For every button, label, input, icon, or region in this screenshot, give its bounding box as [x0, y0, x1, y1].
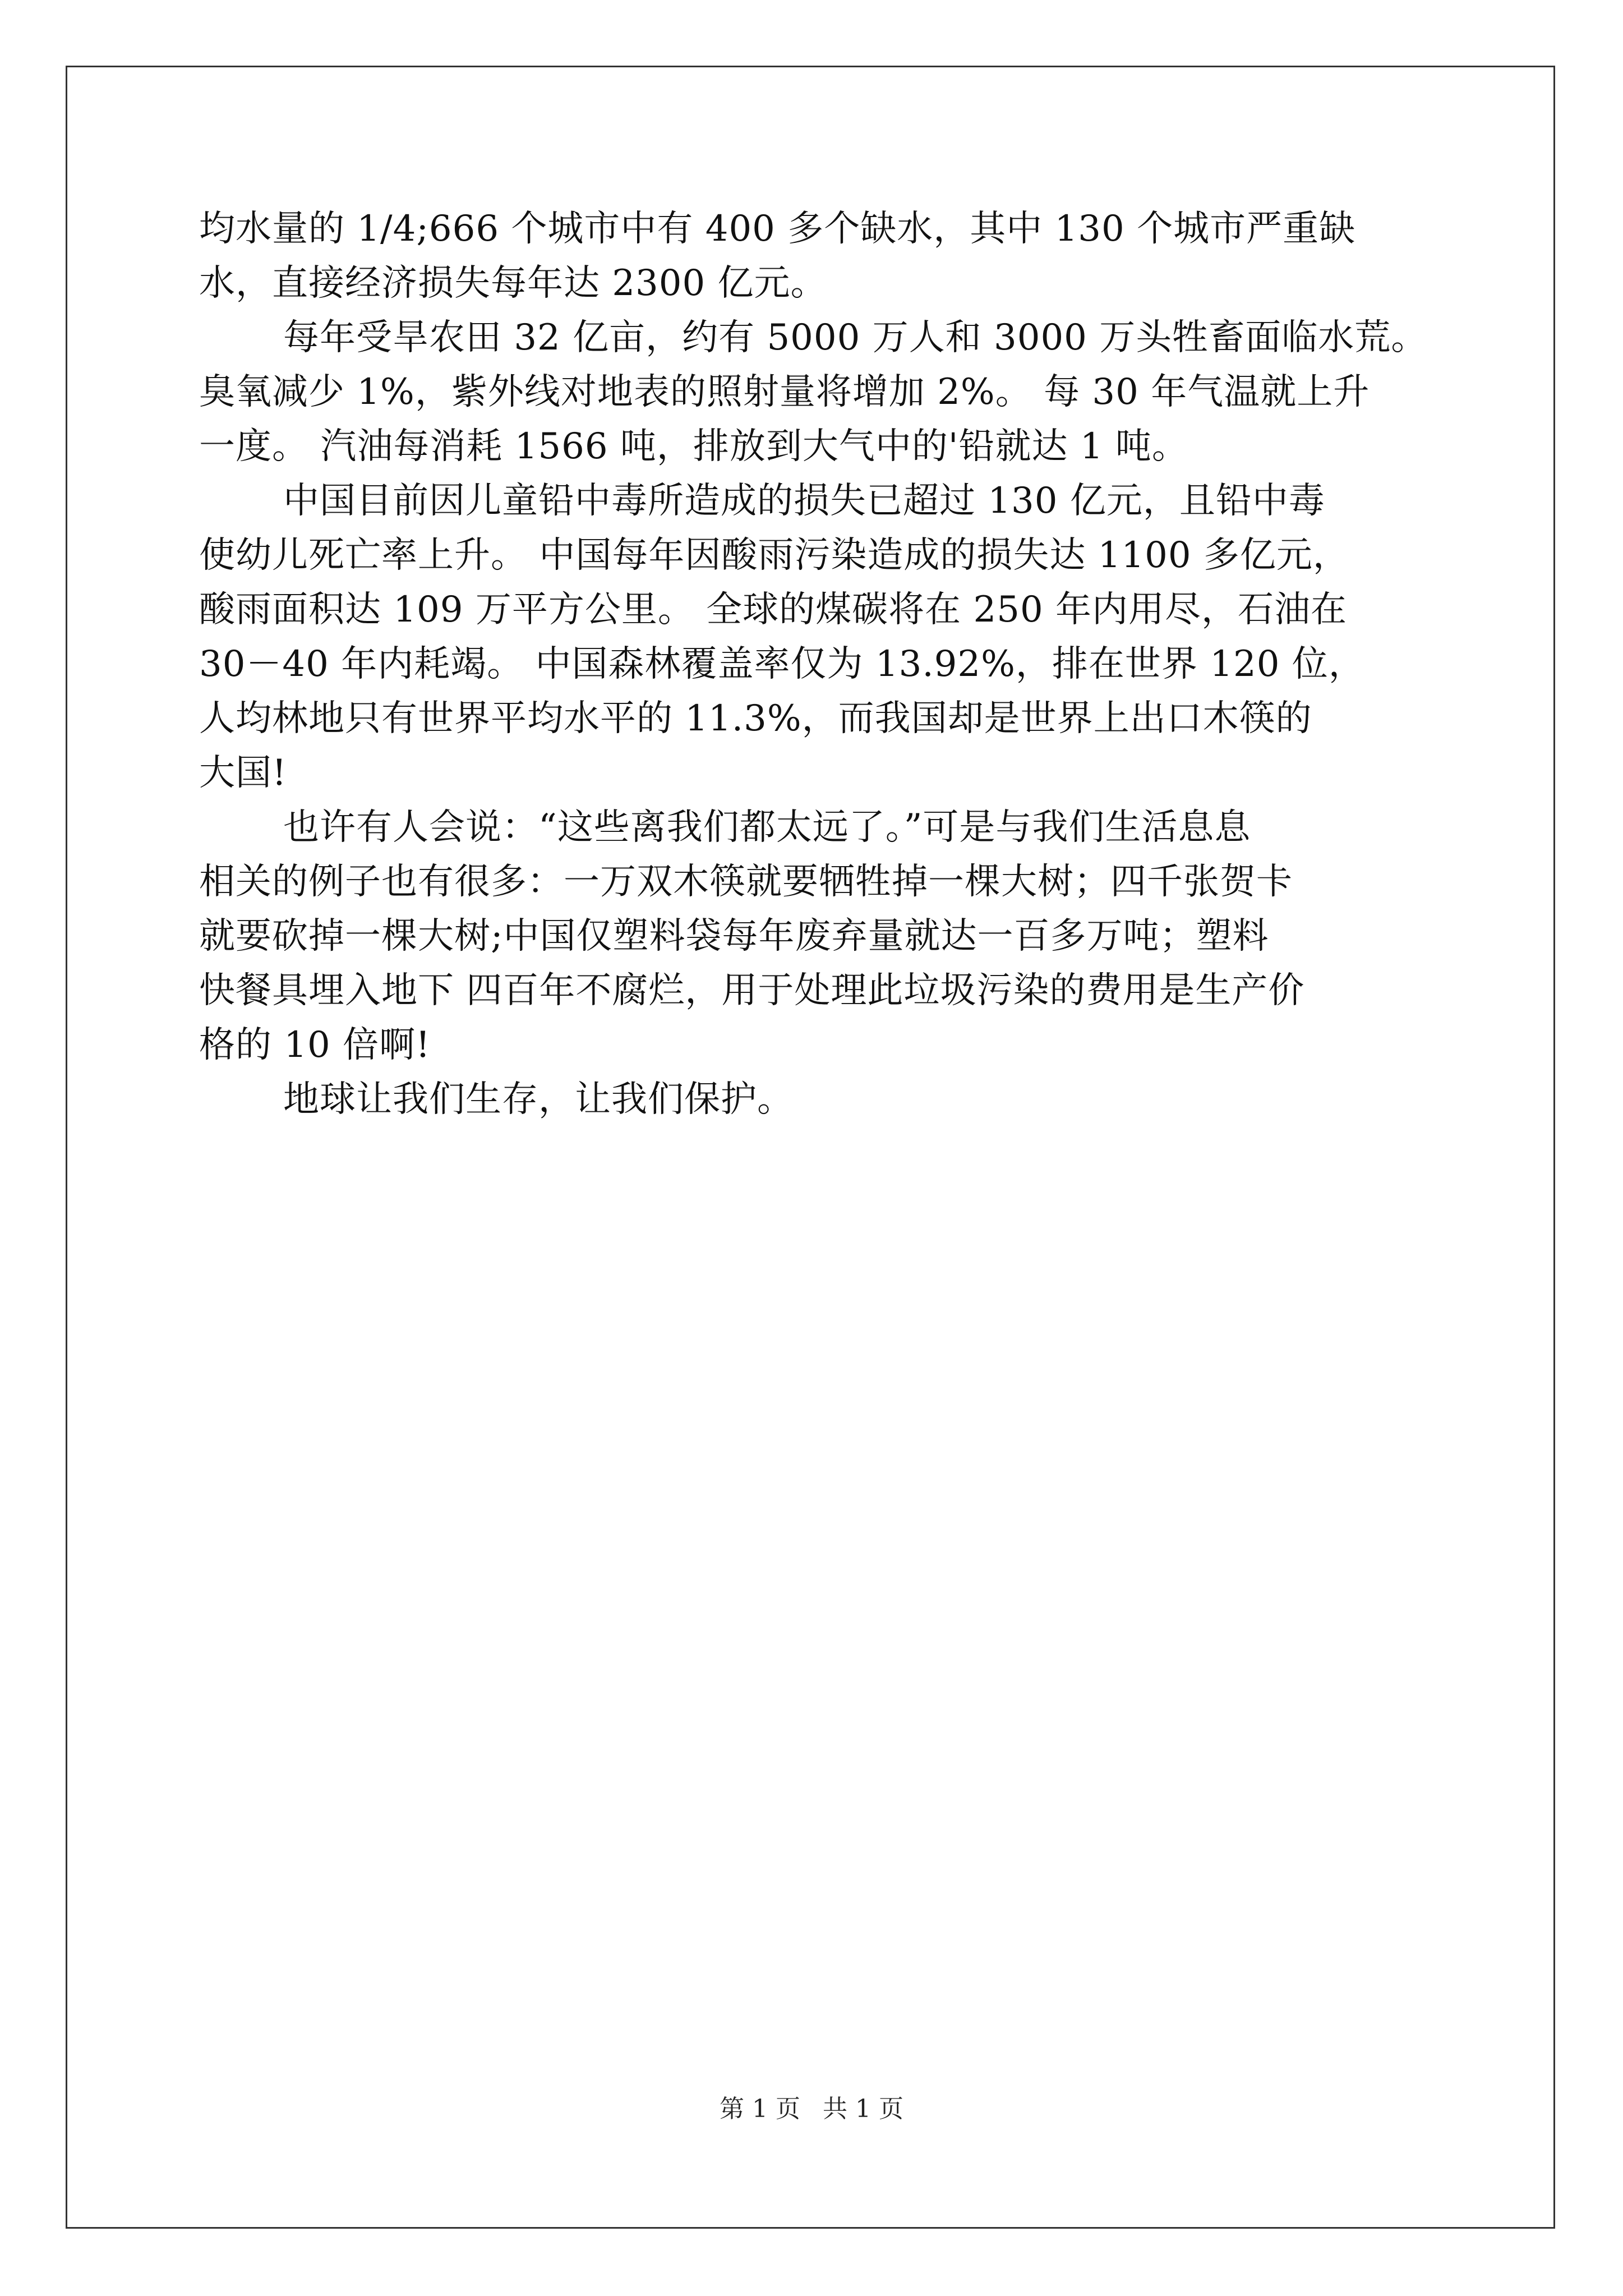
- text-line: 快餐具埋入地下 四百年不腐烂，用于处理此垃圾污染的费用是生产价: [199, 970, 1305, 1011]
- text-line: 一度。 汽油每消耗 1566 吨，排放到大气中的'铅就达 1 吨。: [199, 426, 1188, 467]
- text-line: 每年受旱农田 32 亿亩，约有 5000 万人和 3000 万头牲畜面临水荒。: [283, 317, 1428, 358]
- paragraph-2: [199, 311, 1433, 474]
- paragraph-5: [199, 1073, 1433, 1127]
- text-line: 酸雨面积达 109 万平方公里。 全球的煤碳将在 250 年内用尽，石油在: [199, 589, 1348, 631]
- text-line: 臭氧减少 1%，紫外线对地表的照射量将增加 2%。 每 30 年气温就上升: [199, 371, 1370, 413]
- text-line: 相关的例子也有很多：一万双木筷就要牺牲掉一棵大树；四千张贺卡: [199, 861, 1293, 903]
- text-line: 使幼儿死亡率上升。 中国每年因酸雨污染造成的损失达 1100 多亿元，: [199, 535, 1349, 576]
- paragraph-3: [199, 474, 1433, 800]
- page-total: 共 1 页: [823, 2095, 903, 2123]
- page-number: 第 1 页: [720, 2095, 800, 2123]
- text-line: 地球让我们生存，让我们保护。: [283, 1079, 794, 1120]
- text-line: 人均林地只有世界平均水平的 11.3%，而我国却是世界上出口木筷的: [199, 698, 1312, 739]
- text-line: 水，直接经济损失每年达 2300 亿元。: [199, 263, 827, 304]
- text-line: 30－40 年内耗竭。 中国森林覆盖率仅为 13.92%，排在世界 120 位，: [199, 643, 1365, 685]
- page-footer: [0, 2092, 1623, 2126]
- document-body: [199, 202, 1433, 1127]
- paragraph-4: [199, 800, 1433, 1073]
- text-line: 格的 10 倍啊!: [199, 1024, 431, 1066]
- text-line: 也许有人会说：“这些离我们都太远了。”可是与我们生活息息: [283, 807, 1251, 848]
- text-line: 中国目前因儿童铅中毒所造成的损失已超过 130 亿元，且铅中毒: [283, 480, 1325, 522]
- paragraph-1: [199, 202, 1433, 311]
- text-line: 就要砍掉一棵大树;中国仅塑料袋每年废弃量就达一百多万吨；塑料: [199, 915, 1269, 957]
- text-line: 均水量的 1/4;666 个城市中有 400 多个缺水，其中 130 个城市严重缺: [199, 208, 1356, 250]
- text-line: 大国!: [199, 752, 287, 794]
